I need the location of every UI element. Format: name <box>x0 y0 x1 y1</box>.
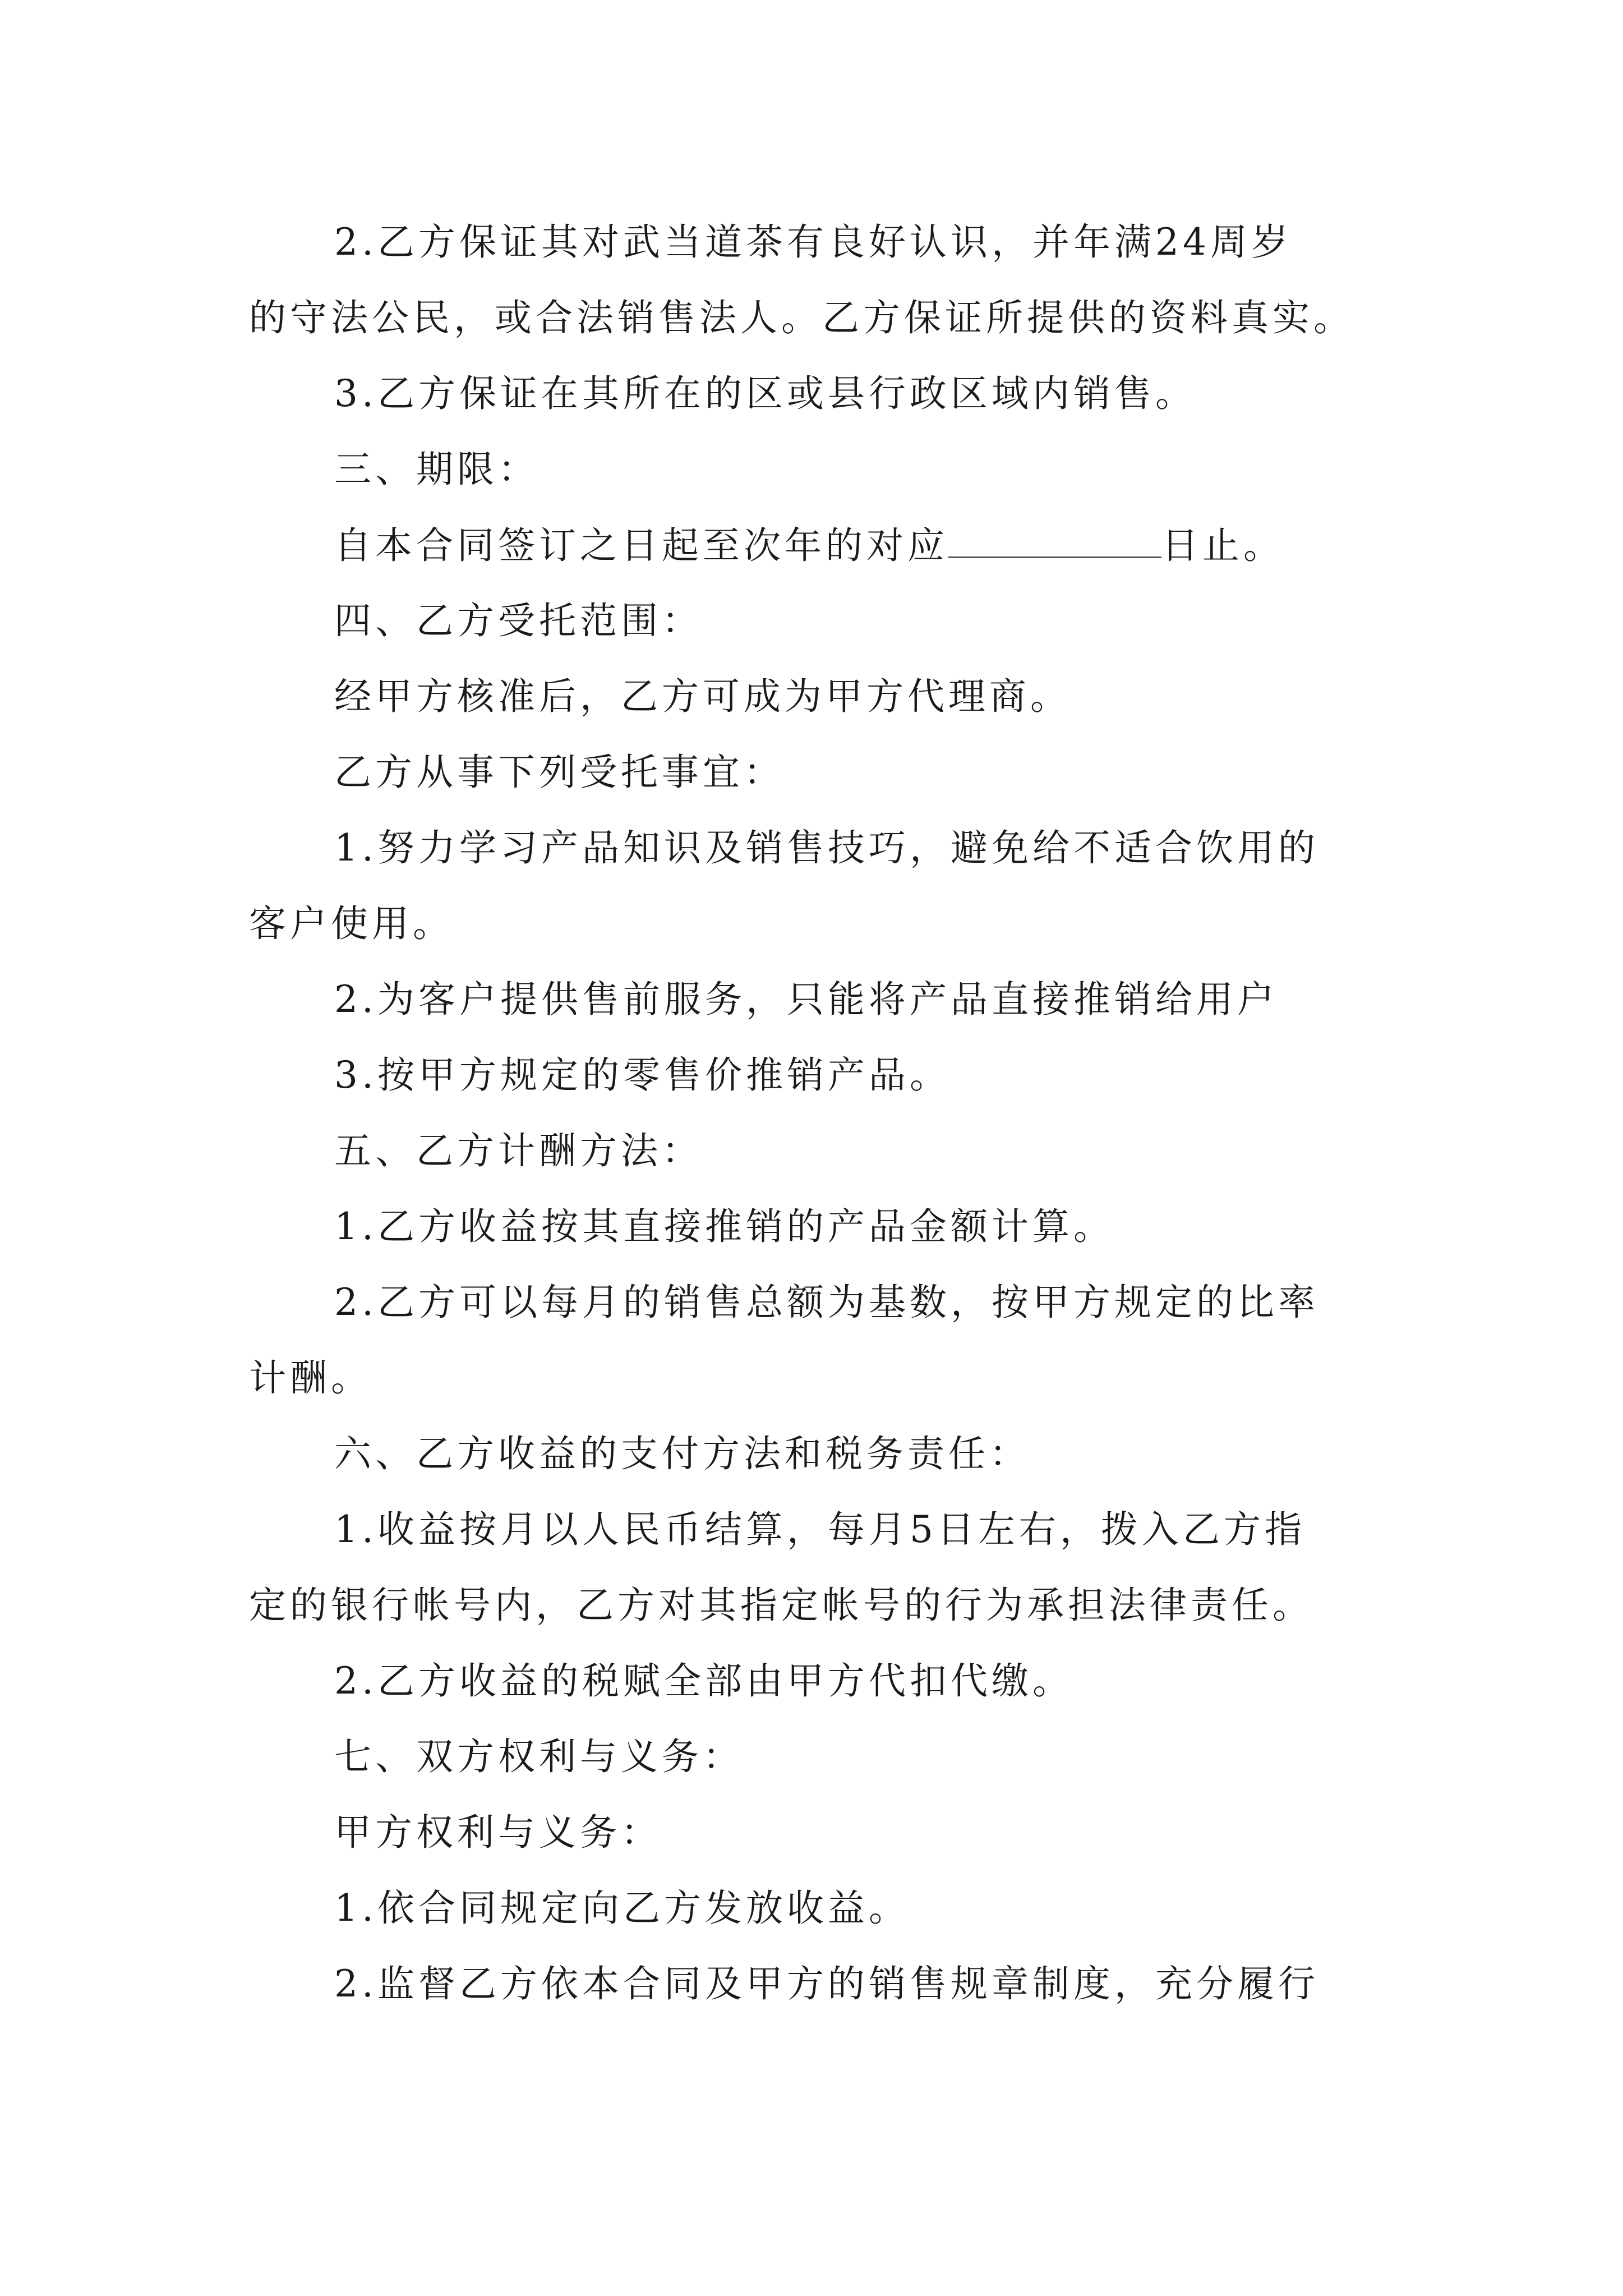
term-end-text: 日止。 <box>1161 524 1284 567</box>
text-line: 定的银行帐号内，乙方对其指定帐号的行为承担法律责任。 <box>249 1584 1313 1627</box>
text-line: 1.乙方收益按其直接推销的产品金额计算。 <box>334 1205 1114 1248</box>
text-line: 2.乙方保证其对武当道茶有良好认识，并年满24周岁 <box>334 220 1292 264</box>
text-line: 三、期限： <box>334 448 539 491</box>
text-line: 七、双方权利与义务： <box>334 1735 744 1778</box>
text-line: 1.努力学习产品知识及销售技巧，避免给不适合饮用的 <box>334 826 1319 869</box>
text-line: 2.为客户提供售前服务，只能将产品直接推销给用户 <box>334 978 1278 1021</box>
text-line: 1.依合同规定向乙方发放收益。 <box>334 1887 910 1930</box>
text-line: 五、乙方计酬方法： <box>334 1129 703 1172</box>
text-line: 2.乙方收益的税赋全部由甲方代扣代缴。 <box>334 1659 1073 1703</box>
text-line: 甲方权利与义务： <box>334 1811 662 1854</box>
fill-in-blank[interactable] <box>948 523 1161 558</box>
text-line: 计酬。 <box>249 1356 372 1400</box>
text-line: 2.监督乙方依本合同及甲方的销售规章制度，充分履行 <box>334 1962 1319 2005</box>
text-line: 乙方从事下列受托事宜： <box>334 751 785 794</box>
text-line: 3.乙方保证在其所在的区或县行政区域内销售。 <box>334 372 1196 415</box>
text-line: 的守法公民，或合法销售法人。乙方保证所提供的资料真实。 <box>249 296 1354 339</box>
text-line: 经甲方核准后，乙方可成为甲方代理商。 <box>334 675 1071 718</box>
text-line: 1.收益按月以人民币结算，每月5日左右，拨入乙方指 <box>334 1508 1306 1551</box>
text-line: 2.乙方可以每月的销售总额为基数，按甲方规定的比率 <box>334 1281 1319 1324</box>
text-line <box>334 523 1284 568</box>
term-text: 自本合同签订之日起至次年的对应 <box>334 524 948 567</box>
text-line: 六、乙方收益的支付方法和税务责任： <box>334 1432 1030 1475</box>
text-line: 客户使用。 <box>249 902 454 945</box>
text-line: 3.按甲方规定的零售价推销产品。 <box>334 1053 951 1097</box>
text-line: 四、乙方受托范围： <box>334 599 703 642</box>
